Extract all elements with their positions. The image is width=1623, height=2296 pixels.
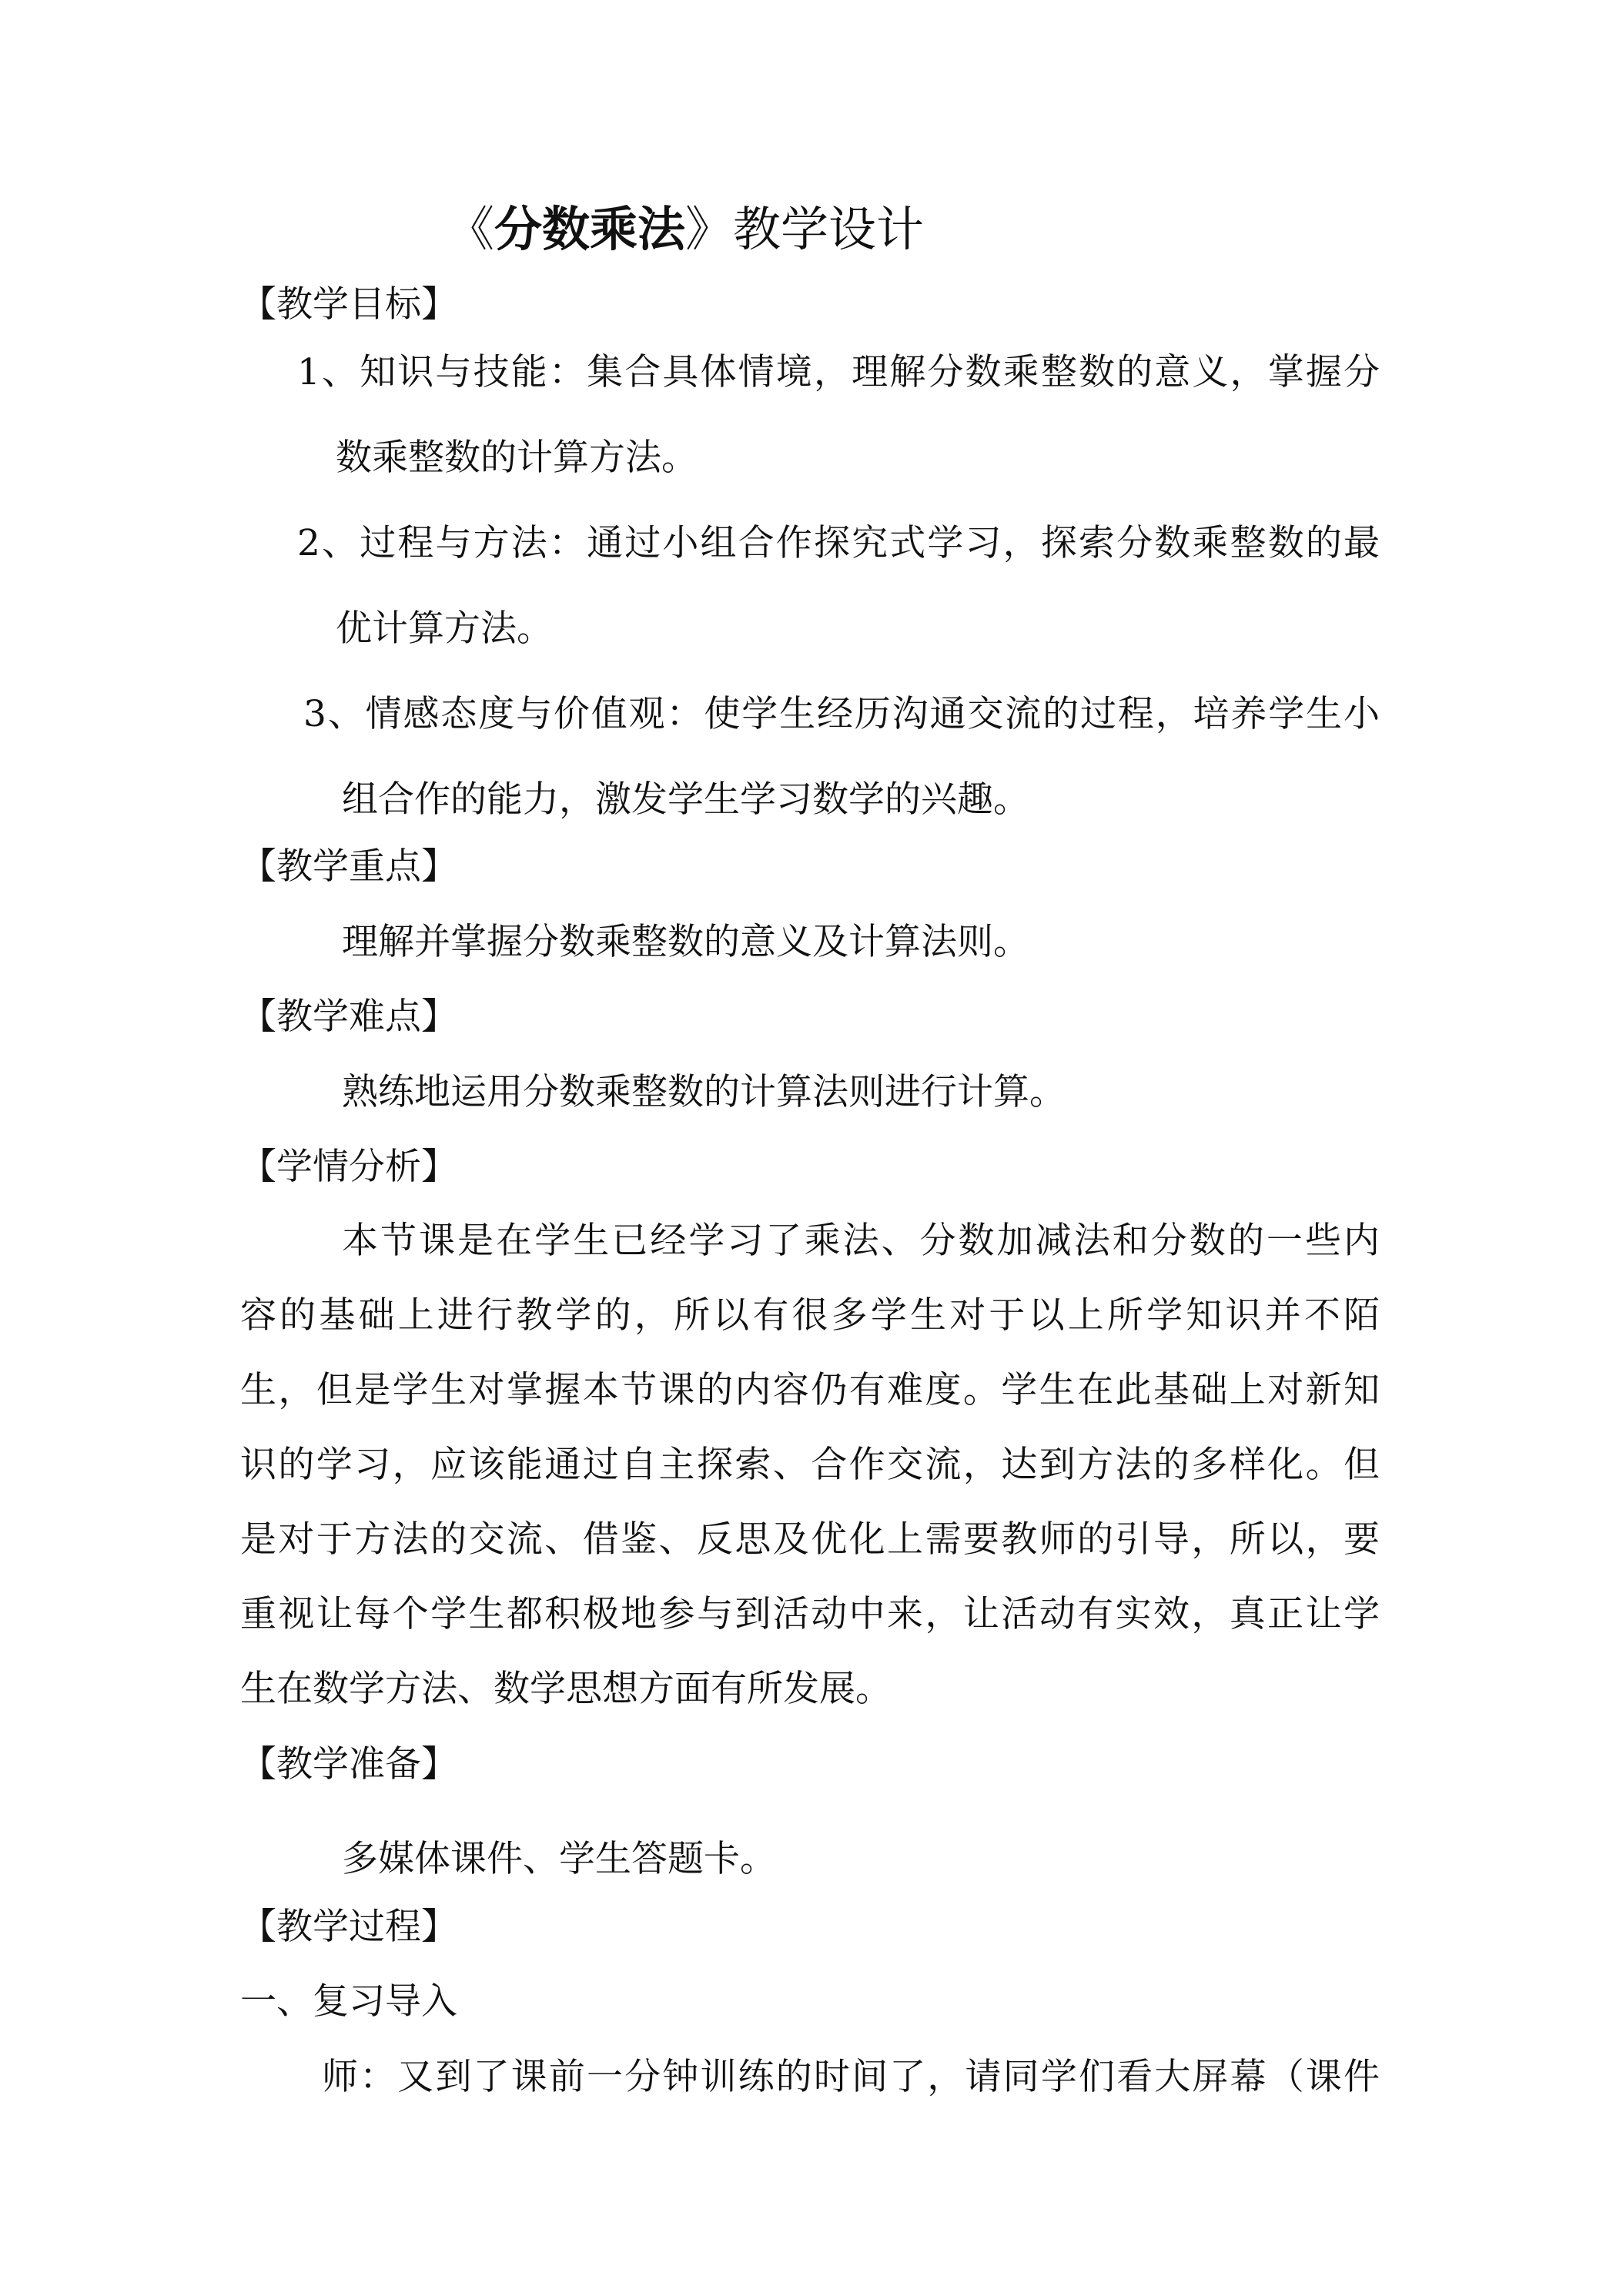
objective-item-2-line2: 优计算方法。: [336, 607, 553, 650]
title-main: 分数乘法: [494, 201, 686, 257]
document-title: [447, 199, 924, 260]
title-close-quote: 》: [685, 201, 734, 257]
title-open-quote: 《: [447, 201, 495, 257]
key-points-text: 理解并掌握分数乘整数的意义及计算法则。: [342, 921, 1029, 963]
objective-item-1-line1: 1、知识与技能：集合具体情境，理解分数乘整数的意义，掌握分: [297, 351, 1380, 393]
difficulties-heading: 【教学难点】: [240, 996, 457, 1038]
analysis-line-4: 识的学习，应该能通过自主探索、合作交流，达到方法的多样化。但: [240, 1444, 1380, 1486]
process-subheading: 一、复习导入: [240, 1980, 457, 2023]
process-text: 师：又到了课前一分钟训练的时间了，请同学们看大屏幕（课件: [322, 2056, 1380, 2098]
preparation-text: 多媒体课件、学生答题卡。: [342, 1838, 776, 1880]
key-points-heading: 【教学重点】: [240, 845, 457, 888]
difficulties-text: 熟练地运用分数乘整数的计算法则进行计算。: [342, 1071, 1066, 1113]
objective-item-1-line2: 数乘整数的计算方法。: [336, 437, 698, 479]
preparation-heading: 【教学准备】: [240, 1743, 457, 1786]
analysis-line-1: 本节课是在学生已经学习了乘法、分数加减法和分数的一些内: [342, 1220, 1380, 1262]
analysis-line-7: 生在数学方法、数学思想方面有所发展。: [240, 1668, 892, 1710]
process-heading: 【教学过程】: [240, 1906, 457, 1948]
objective-item-3-line2: 组合作的能力，激发学生学习数学的兴趣。: [342, 778, 1029, 821]
objective-item-3-line1: 3、情感态度与价值观：使学生经历沟通交流的过程，培养学生小: [303, 693, 1380, 735]
title-rest: 教学设计: [733, 201, 925, 257]
analysis-line-3: 生，但是学生对掌握本节课的内容仍有难度。学生在此基础上对新知: [240, 1369, 1380, 1411]
analysis-line-6: 重视让每个学生都积极地参与到活动中来，让活动有实效，真正让学: [240, 1593, 1380, 1635]
analysis-line-5: 是对于方法的交流、借鉴、反思及优化上需要教师的引导，所以，要: [240, 1518, 1380, 1561]
analysis-heading: 【学情分析】: [240, 1146, 457, 1188]
objectives-heading: 【教学目标】: [240, 283, 457, 326]
analysis-line-2: 容的基础上进行教学的，所以有很多学生对于以上所学知识并不陌: [240, 1294, 1380, 1337]
objective-item-2-line1: 2、过程与方法：通过小组合作探究式学习，探索分数乘整数的最: [297, 522, 1380, 564]
